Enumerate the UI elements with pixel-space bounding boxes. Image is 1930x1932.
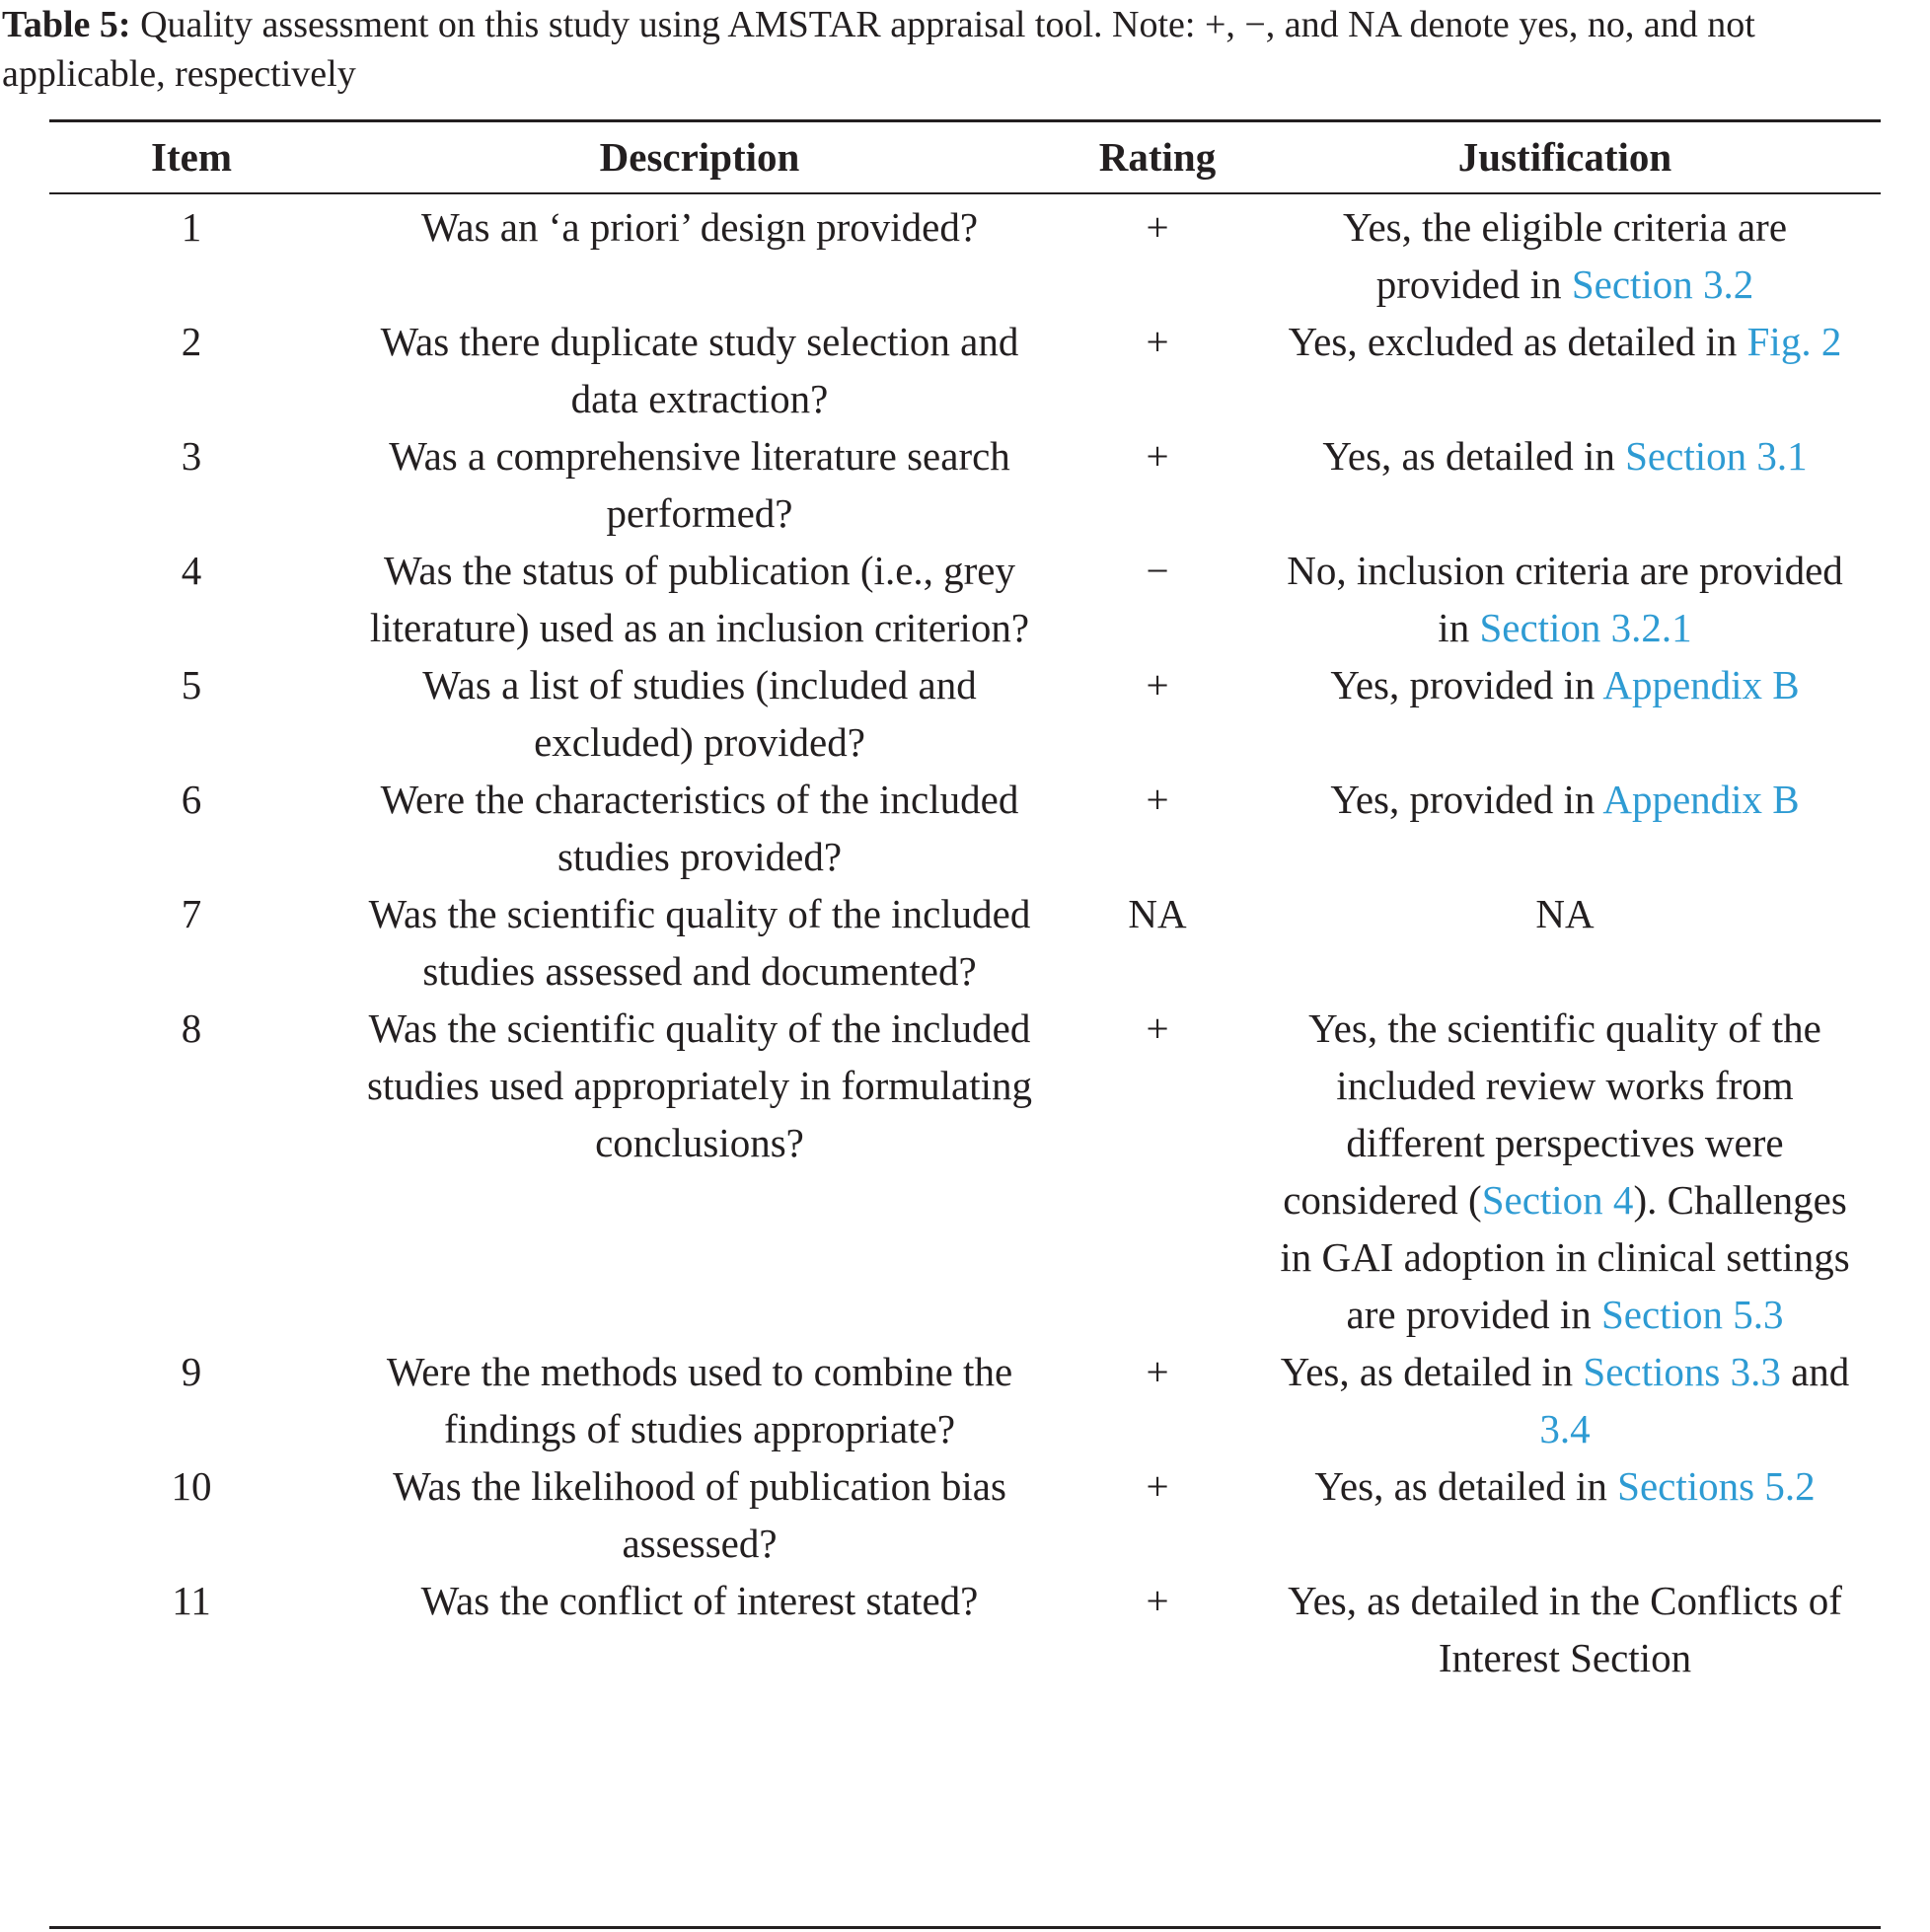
- justification-cell: [1249, 656, 1881, 771]
- rating-cell: +: [1146, 1463, 1169, 1509]
- description-cell: Was the conflict of interest stated?: [420, 1578, 979, 1623]
- appendix-link[interactable]: Appendix B: [1602, 777, 1800, 822]
- item-cell: 2: [181, 319, 202, 364]
- table-row: [49, 427, 1881, 542]
- item-cell: 8: [181, 1005, 202, 1051]
- item-cell: 7: [181, 891, 202, 936]
- justification-cell: [1249, 771, 1881, 885]
- appendix-link[interactable]: Appendix B: [1602, 662, 1800, 707]
- justification-text: No, inclusion criteria are provided in: [1287, 548, 1843, 650]
- justification-text-middle: and: [1780, 1349, 1850, 1394]
- section-link[interactable]: Section 3.2.1: [1479, 605, 1692, 650]
- justification-text: Yes, as detailed in: [1314, 1463, 1618, 1509]
- rating-cell: −: [1146, 548, 1169, 593]
- table-row: [49, 885, 1881, 1000]
- description-cell: Were the methods used to combine the findings of studies appropriate?: [386, 1349, 1013, 1451]
- header-row: [49, 122, 1881, 192]
- rating-cell: +: [1146, 1578, 1169, 1623]
- table-row: [49, 1457, 1881, 1572]
- item-cell: 1: [181, 204, 202, 250]
- table-caption: [2, 0, 1926, 99]
- item-cell: 9: [181, 1349, 202, 1394]
- header-justification: Justification: [1457, 134, 1672, 180]
- justification-text: NA: [1535, 891, 1595, 936]
- description-cell: Was a comprehensive literature search performed?: [389, 433, 1010, 536]
- description-cell: Was there duplicate study selection and data extraction?: [380, 319, 1019, 421]
- section-link[interactable]: Sections 3.3: [1583, 1349, 1781, 1394]
- rating-cell: +: [1146, 777, 1169, 822]
- justification-cell: [1249, 1000, 1881, 1343]
- rating-cell: NA: [1128, 891, 1187, 936]
- rating-cell: +: [1146, 1005, 1169, 1051]
- table-row: [49, 313, 1881, 427]
- amstar-table: [49, 122, 1881, 1686]
- justification-cell: [1249, 1343, 1881, 1457]
- justification-cell: [1249, 192, 1881, 313]
- section-link[interactable]: Section 3.1: [1625, 433, 1808, 479]
- section-link[interactable]: Sections 5.2: [1617, 1463, 1816, 1509]
- item-cell: 11: [172, 1578, 211, 1623]
- section-link[interactable]: Section 3.2: [1571, 261, 1754, 307]
- justification-cell: [1249, 1572, 1881, 1686]
- justification-text: Yes, as detailed in: [1280, 1349, 1584, 1394]
- table-row: [49, 1000, 1881, 1343]
- header-item: Item: [151, 134, 232, 180]
- table-row: [49, 771, 1881, 885]
- description-cell: Was the status of publication (i.e., grey literature) used as an inclusion criterion?: [369, 548, 1030, 650]
- justification-text: Yes, excluded as detailed in: [1288, 319, 1747, 364]
- section-link[interactable]: Section 4: [1481, 1177, 1634, 1223]
- description-cell: Were the characteristics of the included studies provided?: [380, 777, 1019, 879]
- rating-cell: +: [1146, 319, 1169, 364]
- description-cell: Was an ‘a priori’ design provided?: [420, 204, 979, 250]
- justification-text-middle: ). Challenges in GAI adoption in clinical settings are provided in: [1280, 1177, 1850, 1337]
- justification-text: Yes, the eligible criteria are provided in: [1342, 204, 1788, 307]
- rating-cell: +: [1146, 433, 1169, 479]
- justification-cell: [1249, 885, 1881, 1000]
- rating-cell: +: [1146, 1349, 1169, 1394]
- section-link[interactable]: 3.4: [1539, 1406, 1591, 1451]
- header-rating: Rating: [1098, 134, 1217, 180]
- description-cell: Was the scientific quality of the included studies assessed and documented?: [368, 891, 1031, 994]
- justification-cell: [1249, 542, 1881, 656]
- justification-text: Yes, as detailed in the Conflicts of Interest Section: [1288, 1578, 1842, 1680]
- justification-text: Yes, provided in: [1330, 777, 1603, 822]
- justification-cell: [1249, 1457, 1881, 1572]
- item-cell: 3: [181, 433, 202, 479]
- table-bottom-rule: [49, 1926, 1881, 1929]
- justification-text: Yes, as detailed in: [1322, 433, 1626, 479]
- justification-cell: [1249, 313, 1881, 427]
- figure-link[interactable]: Fig. 2: [1746, 319, 1842, 364]
- table-row: [49, 192, 1881, 313]
- rating-cell: +: [1146, 662, 1169, 707]
- description-cell: Was the likelihood of publication bias assessed?: [393, 1463, 1006, 1566]
- header-description: Description: [599, 134, 800, 180]
- table-row: [49, 656, 1881, 771]
- justification-text: Yes, provided in: [1330, 662, 1603, 707]
- description-cell: Was the scientific quality of the included studies used appropriately in formulating conclusions?: [366, 1005, 1033, 1165]
- table-row: [49, 1343, 1881, 1457]
- caption-text: Quality assessment on this study using AMSTAR appraisal tool. Note: +, −, and NA denote yes, no, and not applicable, respectively: [2, 4, 1755, 95]
- description-cell: Was a list of studies (included and excluded) provided?: [422, 662, 977, 765]
- item-cell: 10: [171, 1463, 212, 1509]
- table-row: [49, 1572, 1881, 1686]
- section-link[interactable]: Section 5.3: [1600, 1292, 1784, 1337]
- table-row: [49, 542, 1881, 656]
- rating-cell: +: [1146, 204, 1169, 250]
- item-cell: 6: [181, 777, 202, 822]
- item-cell: 5: [181, 662, 202, 707]
- item-cell: 4: [181, 548, 202, 593]
- table-label: Table 5:: [2, 4, 131, 45]
- justification-cell: [1249, 427, 1881, 542]
- justification-text: Yes, the scientific quality of the included review works from different perspectives were considered (: [1283, 1005, 1821, 1223]
